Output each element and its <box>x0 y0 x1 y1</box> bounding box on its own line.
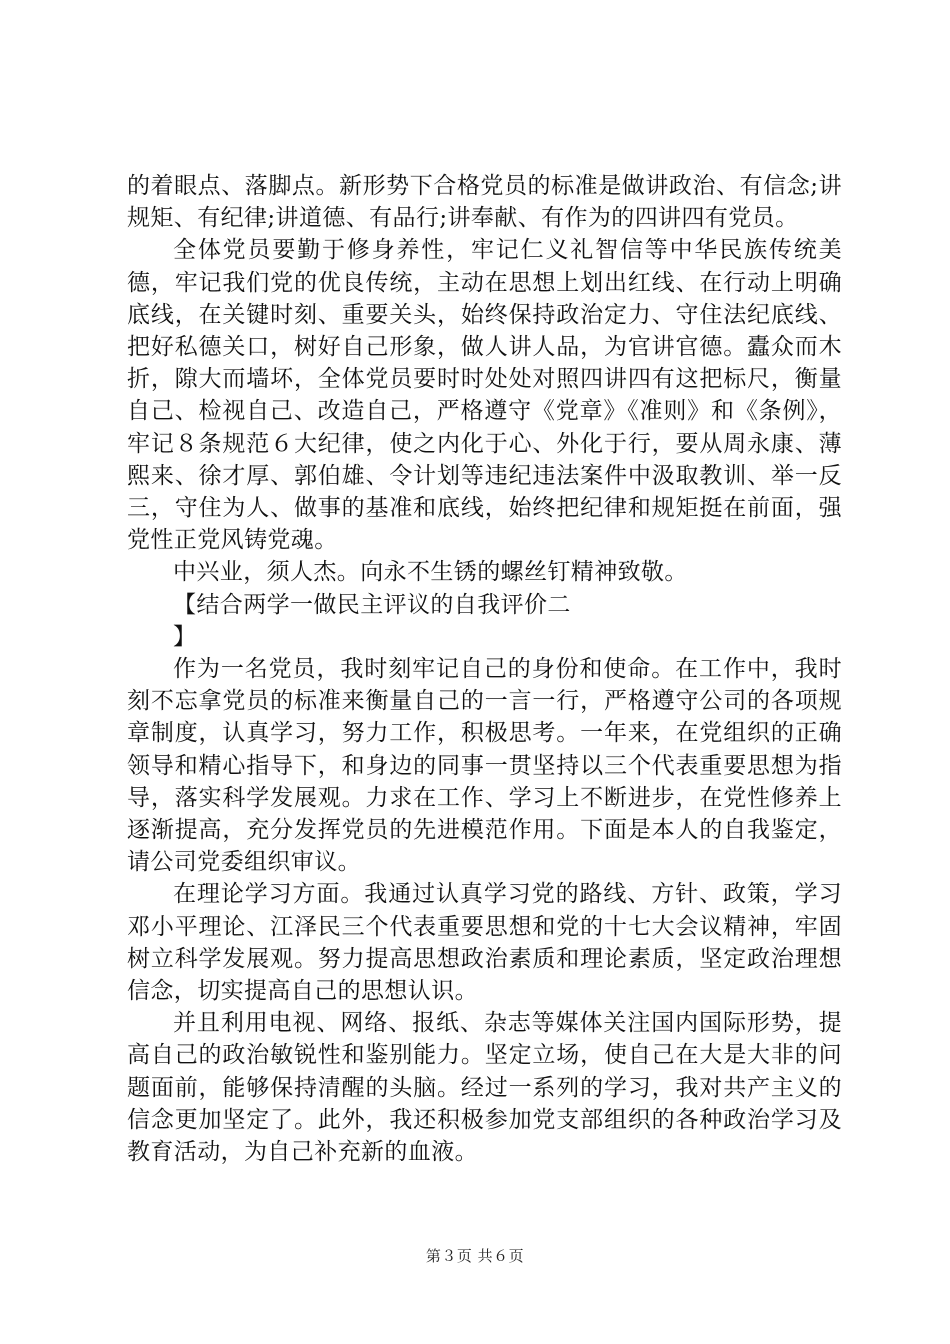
paragraph-self-evaluation-intro: 作为一名党员，我时刻牢记自己的身份和使命。在工作中，我时刻不忘拿党员的标准来衡量自己的一言一行，严格遵守公司的各项规章制度，认真学习，努力工作，积极思考。一年来，在党组织的正确领导和精心指导下，和身边的同事一贯坚持以三个代表重要思想为指导，落实科学发展观。力求在工作、学习上不断进步，在党性修养上逐渐提高，充分发挥党员的先进模范作用。下面是本人的自我鉴定，请公司党委组织审议。 <box>127 656 842 876</box>
page-footer: 第３页 共６页 <box>425 1247 525 1265</box>
paragraph-continuation: 的着眼点、落脚点。新形势下合格党员的标准是做讲政治、有信念;讲规矩、有纪律;讲道德、有品行;讲奉献、有作为的四讲四有党员。 <box>127 173 842 232</box>
section-heading-close-bracket: 】 <box>173 623 197 650</box>
paragraph-theory-study: 在理论学习方面。我通过认真学习党的路线、方针、政策，学习邓小平理论、江泽民三个代表重要思想和党的十七大会议精神，牢固树立科学发展观。努力提高思想政治素质和理论素质，坚定政治理想信念，切实提高自己的思想认识。 <box>127 881 842 1005</box>
paragraph-party-member-discipline: 全体党员要勤于修身养性，牢记仁义礼智信等中华民族传统美德，牢记我们党的优良传统，主动在思想上划出红线、在行动上明确底线，在关键时刻、重要关头，始终保持政治定力、守住法纪底线、把好私德关口，树好自己形象，做人讲人品，为官讲官德。蠹众而木折，隙大而墙坏，全体党员要时时处处对照四讲四有这把标尺，衡量自己、检视自己、改造自己，严格遵守《党章》《准则》和《条例》，牢记８条规范６大纪律，使之内化于心、外化于行，要从周永康、薄熙来、徐才厚、郭伯雄、令计划等违纪违法案件中汲取教训、举一反三，守住为人、做事的基准和底线，始终把纪律和规矩挺在前面，强党性正党风铸党魂。 <box>127 237 842 554</box>
paragraph-screw-spirit: 中兴业，须人杰。向永不生锈的螺丝钉精神致敬。 <box>173 559 688 586</box>
section-heading: 【结合两学一做民主评议的自我评价二 <box>173 591 571 618</box>
paragraph-media-awareness: 并且利用电视、网络、报纸、杂志等媒体关注国内国际形势，提高自己的政治敏锐性和鉴别能力。坚定立场，使自己在大是大非的问题面前，能够保持清醒的头脑。经过一系列的学习，我对共产主义的信念更加坚定了。此外，我还积极参加党支部组织的各种政治学习及教育活动，为自己补充新的血液。 <box>127 1010 842 1166</box>
document-body <box>127 170 842 1168</box>
